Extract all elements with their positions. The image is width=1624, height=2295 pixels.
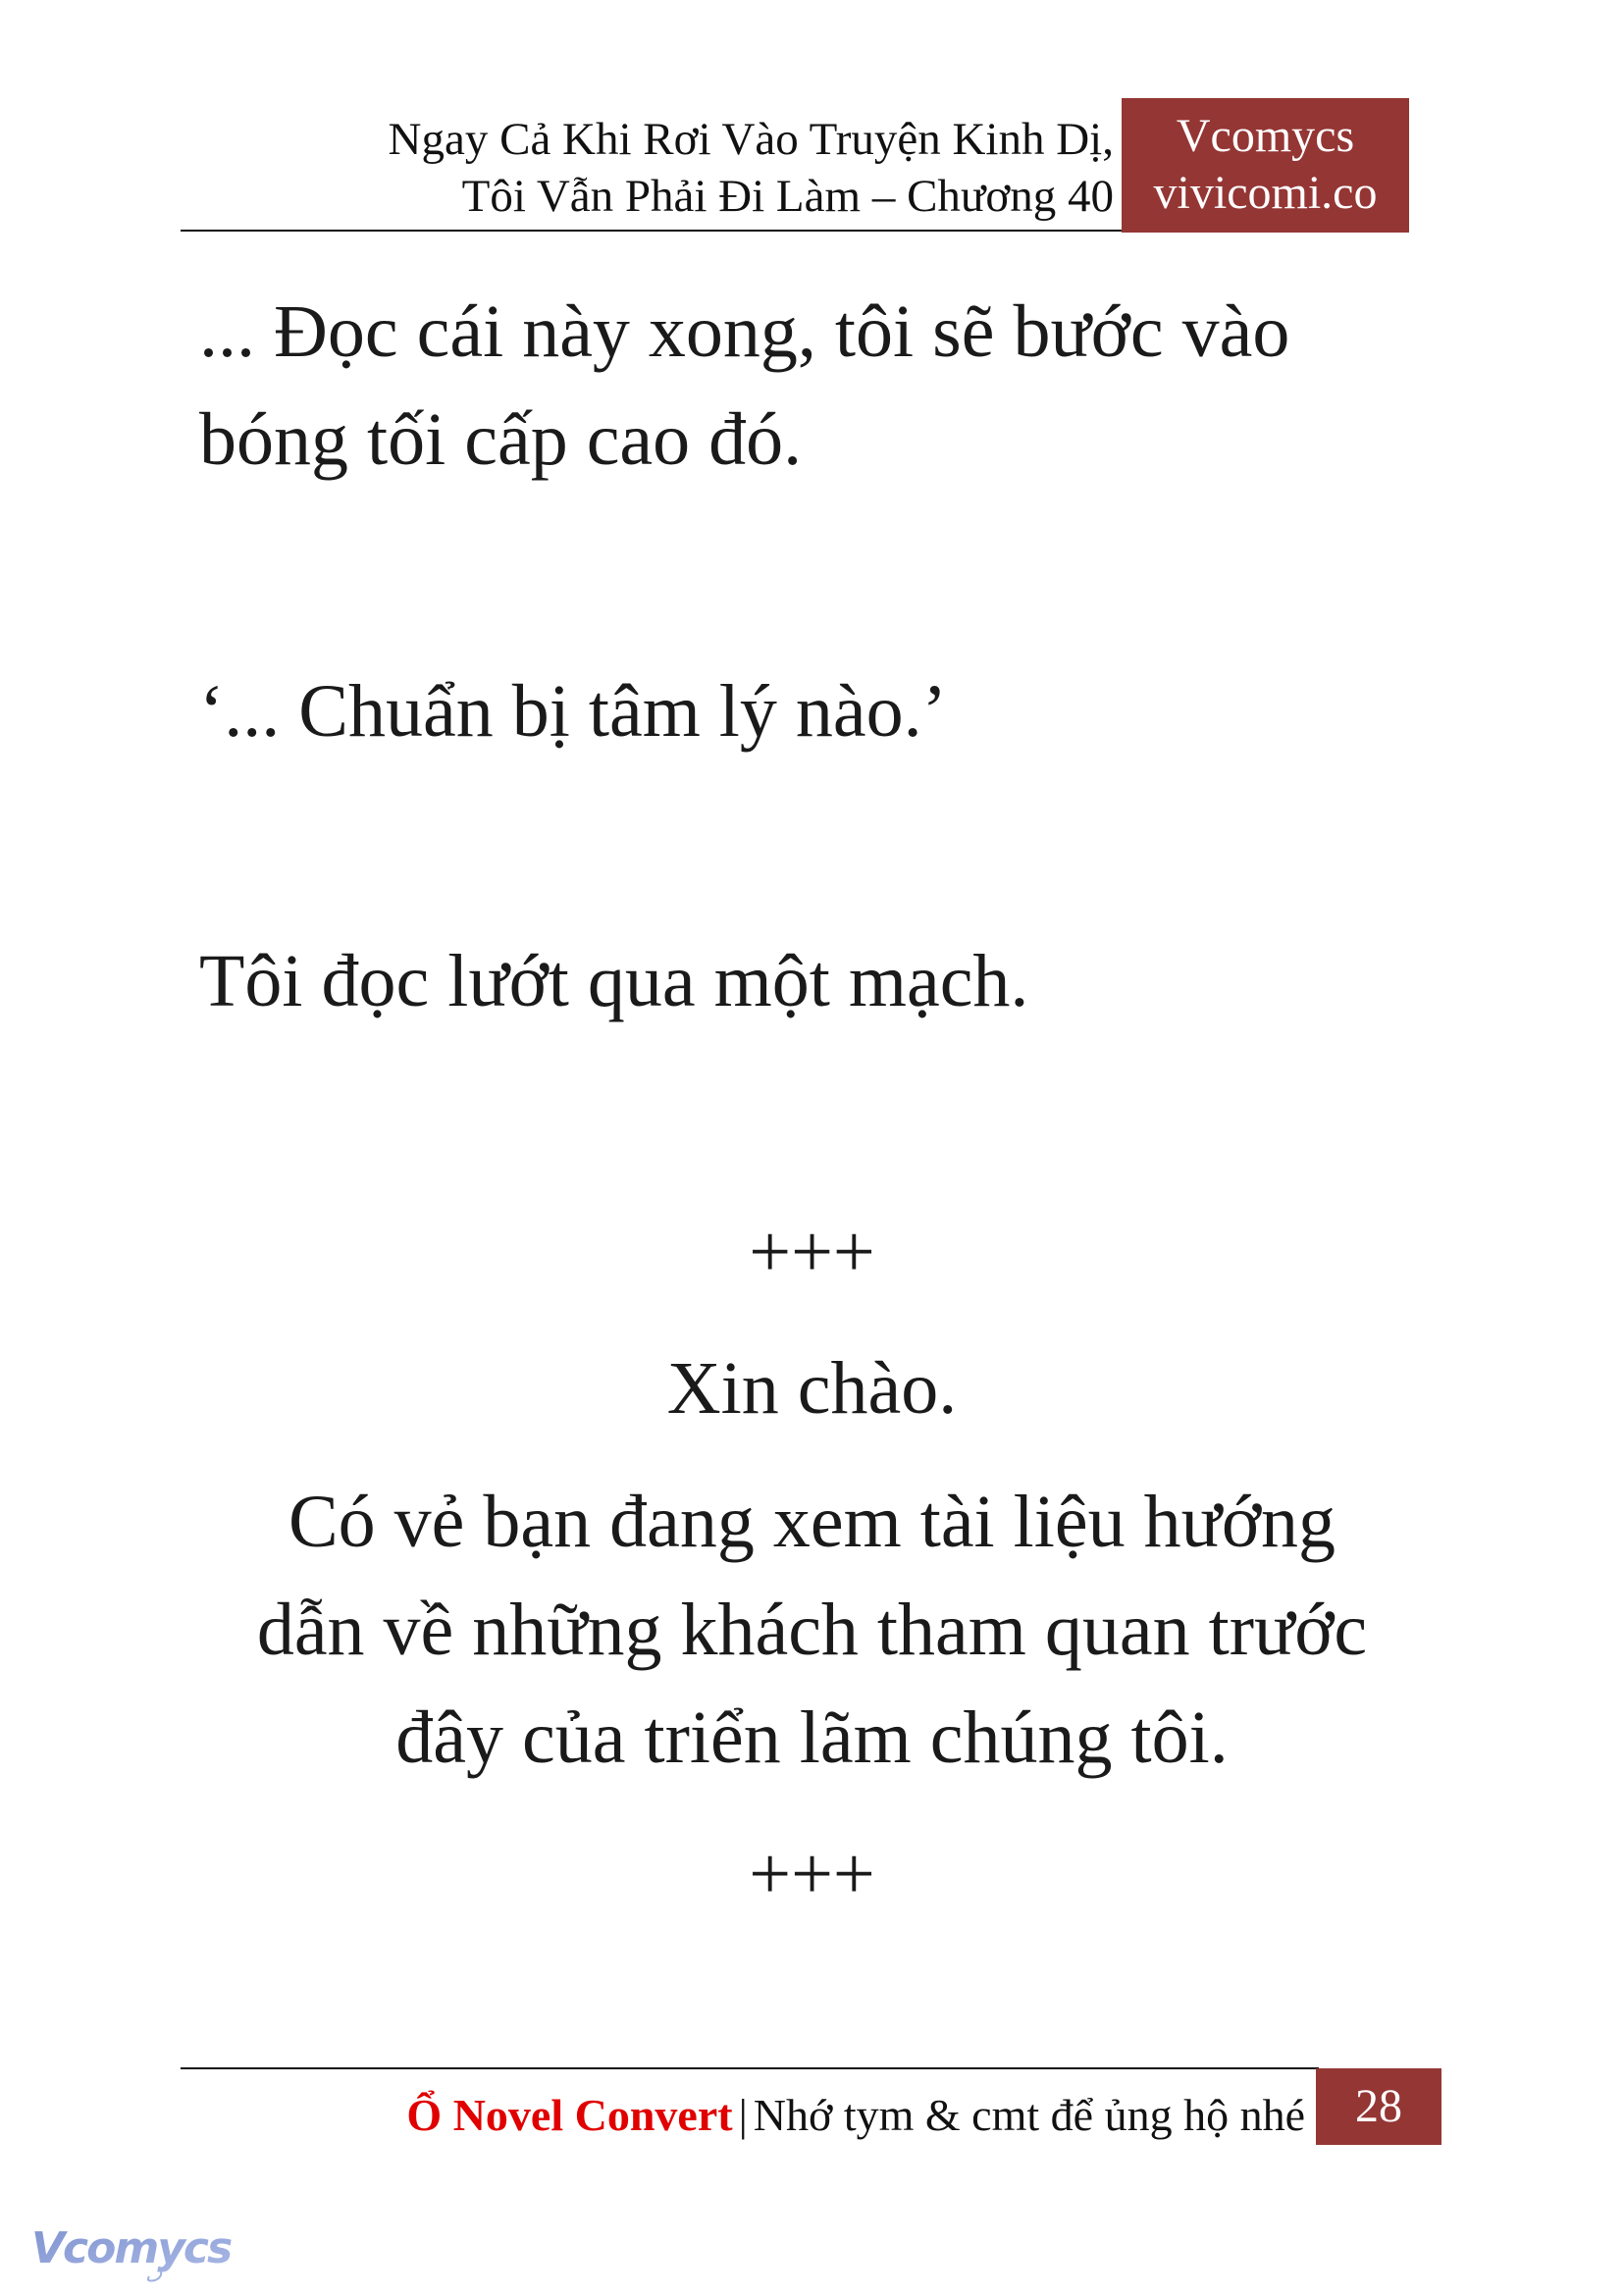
paragraph-1 bbox=[199, 278, 1289, 494]
page-number: 28 bbox=[1316, 2068, 1441, 2145]
section-separator-bottom: +++ bbox=[749, 1833, 875, 1915]
site-badge-domain: vivicomi.co bbox=[1153, 167, 1378, 219]
paragraph-1-line2: bóng tối cấp cao đó. bbox=[199, 398, 803, 481]
chapter-title-line2: Tôi Vẫn Phải Đi Làm – Chương 40 bbox=[461, 171, 1114, 222]
paragraph-2: ‘... Chuẩn bị tâm lý nào.’ bbox=[199, 670, 947, 753]
notice-message bbox=[0, 1468, 1624, 1792]
vcomycs-logo-icon bbox=[29, 2216, 245, 2284]
svg-text:Vcomycs: Vcomycs bbox=[31, 2223, 232, 2273]
paragraph-3: Tôi đọc lướt qua một mạch. bbox=[199, 940, 1029, 1022]
site-badge-name: Vcomycs bbox=[1176, 110, 1355, 162]
notice-line-3: đây của triển lãm chúng tôi. bbox=[395, 1696, 1229, 1779]
section-separator-top: +++ bbox=[749, 1211, 875, 1293]
footer-divider bbox=[181, 2067, 1319, 2069]
paragraph-1-line1: ... Đọc cái này xong, tôi sẽ bước vào bbox=[199, 290, 1290, 373]
footer-divider-bar: | bbox=[738, 2090, 748, 2140]
site-badge bbox=[1122, 98, 1409, 233]
notice-line-1: Có vẻ bạn đang xem tài liệu hướng bbox=[288, 1481, 1336, 1563]
header-divider bbox=[181, 230, 1123, 232]
chapter-title-line1: Ngay Cả Khi Rơi Vào Truyện Kinh Dị, bbox=[388, 114, 1114, 165]
footer-note: Nhớ tym & cmt để ủng hộ nhé bbox=[753, 2090, 1305, 2140]
footer-text bbox=[406, 2088, 1305, 2143]
greeting-text: Xin chào. bbox=[666, 1347, 958, 1430]
footer-brand: Ổ Novel Convert bbox=[406, 2090, 733, 2140]
notice-line-2: dẫn về những khách tham quan trước bbox=[256, 1589, 1368, 1671]
